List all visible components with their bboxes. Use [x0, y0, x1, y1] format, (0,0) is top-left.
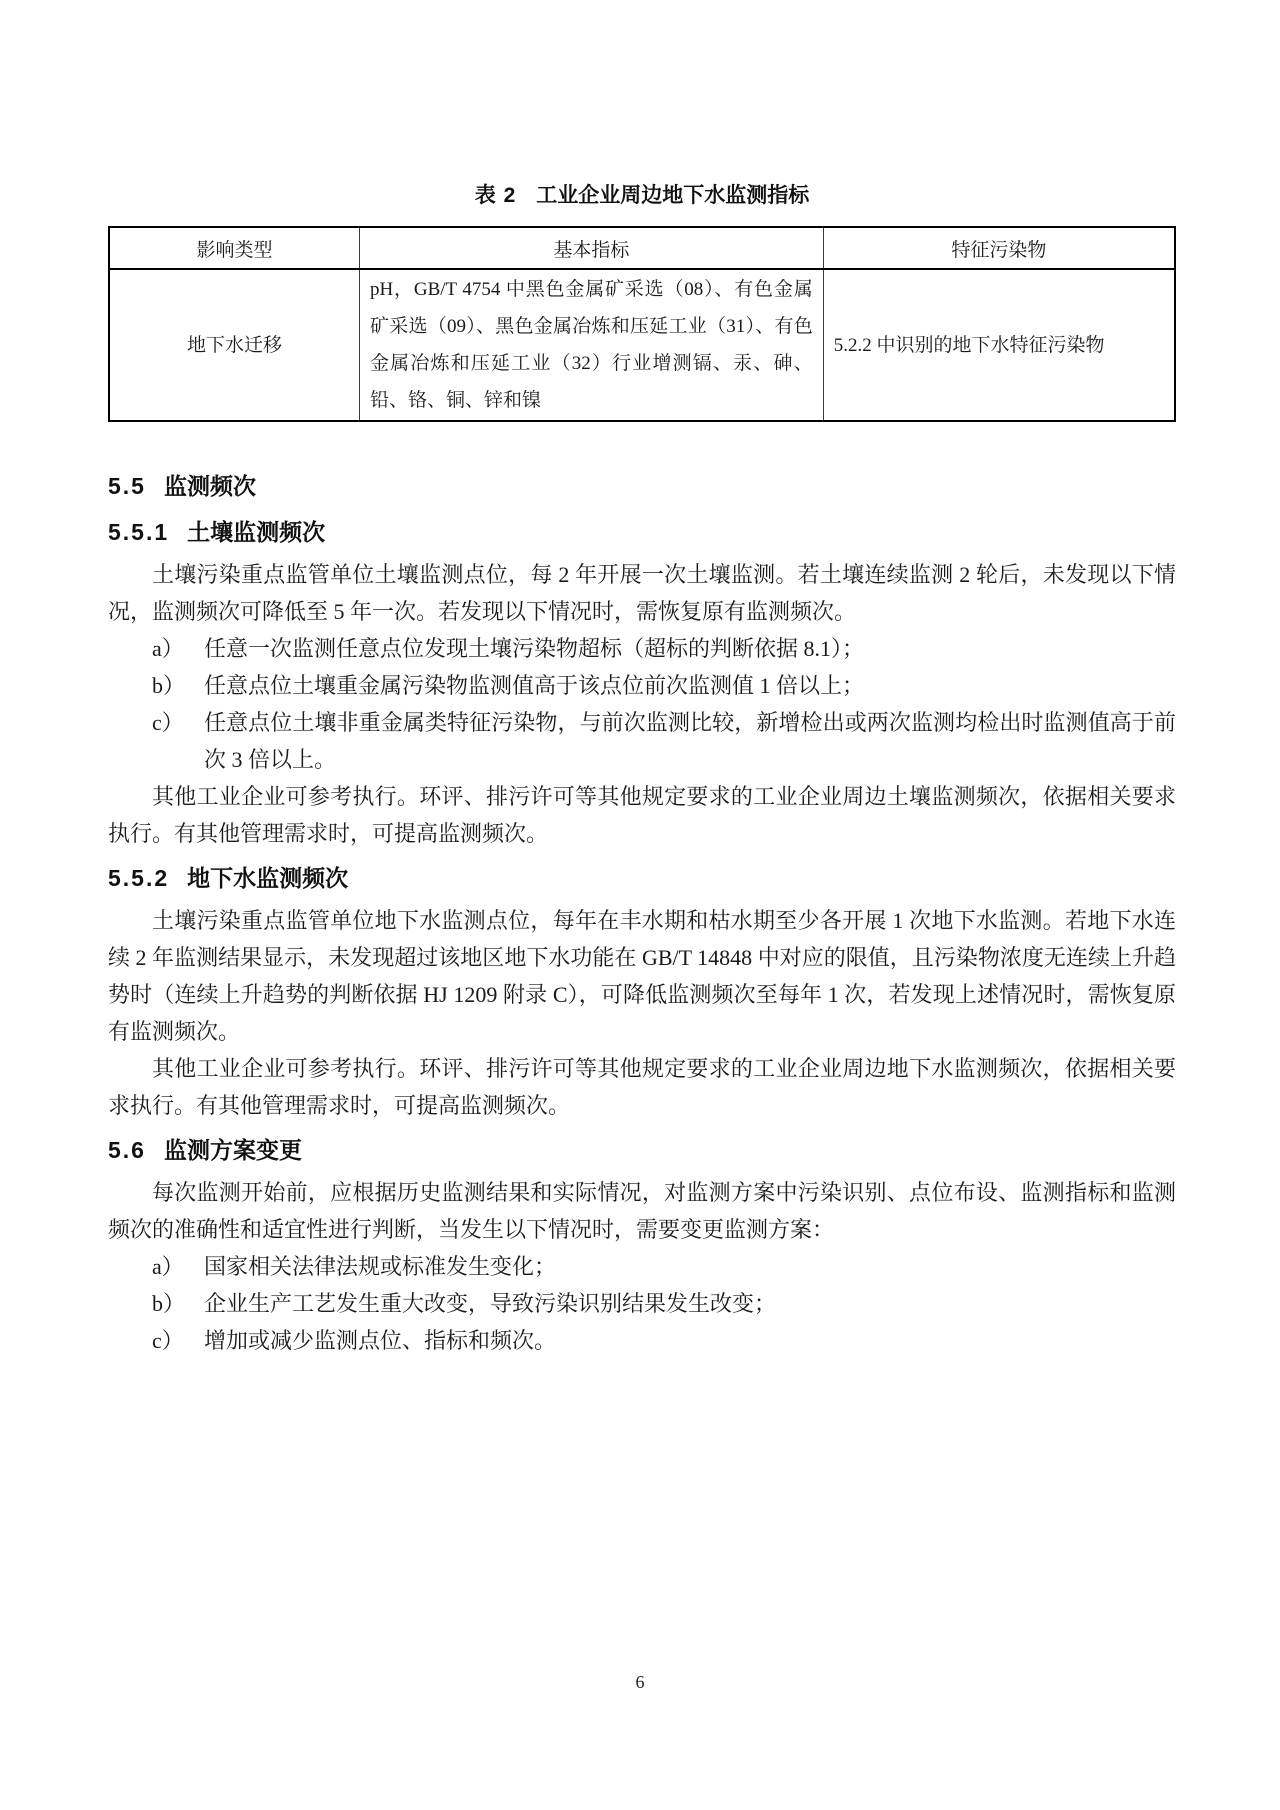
table-header-row	[109, 227, 1175, 269]
section-title: 监测频次	[163, 473, 256, 499]
cell-impact-type: 地下水迁移	[186, 334, 282, 356]
list-item-b	[108, 1285, 1176, 1322]
table-header-characteristic-pollutants: 特征污染物	[823, 227, 1175, 269]
paragraph-plan-change: 每次监测开始前，应根据历史监测结果和实际情况，对监测方案中污染识别、点位布设、监测指标和监测频次的准确性和适宜性进行判断，当发生以下情况时，需要变更监测方案：	[108, 1180, 1176, 1242]
table-header-impact-type: 影响类型	[109, 227, 360, 269]
section-title: 监测方案变更	[163, 1137, 302, 1163]
paragraph-groundwater-other-enterprises: 其他工业企业可参考执行。环评、排污许可等其他规定要求的工业企业周边地下水监测频次，依据相关要求执行。有其他管理需求时，可提高监测频次。	[108, 1056, 1176, 1118]
section-number: 5.5	[108, 473, 146, 499]
list-item-text: 任意一次监测任意点位发现土壤污染物超标（超标的判断依据 8.1）；	[204, 636, 865, 661]
list-item-label: a）	[152, 636, 184, 661]
table-2-groundwater-monitoring-indicators	[108, 226, 1176, 422]
list-item-text: 企业生产工艺发生重大改变，导致污染识别结果发生改变；	[204, 1291, 777, 1316]
list-item-text: 任意点位土壤非重金属类特征污染物，与前次监测比较，新增检出或两次监测均检出时监测值高于前次 3 倍以上。	[204, 710, 1176, 772]
list-item-b	[108, 667, 1176, 704]
list-item-c	[108, 704, 1176, 778]
table-header-basic-indicators: 基本指标	[360, 227, 824, 269]
table-caption-title: 工业企业周边地下水监测指标	[536, 184, 810, 207]
list-item-text: 增加或减少监测点位、指标和频次。	[204, 1328, 557, 1353]
list-item-text: 国家相关法律法规或标准发生变化；	[204, 1254, 557, 1279]
table-row	[109, 269, 1175, 421]
list-item-c	[108, 1322, 1176, 1359]
list-item-a	[108, 630, 1176, 667]
section-heading-5-5-1	[108, 520, 1176, 544]
list-item-text: 任意点位土壤重金属污染物监测值高于该点位前次监测值 1 倍以上；	[204, 673, 865, 698]
paragraph-soil-other-enterprises: 其他工业企业可参考执行。环评、排污许可等其他规定要求的工业企业周边土壤监测频次，依据相关要求执行。有其他管理需求时，可提高监测频次。	[108, 784, 1176, 846]
table-caption-number: 表 2	[474, 184, 517, 207]
cell-characteristic-pollutants: 5.2.2 中识别的地下水特征污染物	[823, 269, 1175, 421]
page-content	[108, 183, 1176, 1359]
section-heading-5-5	[108, 474, 1176, 498]
section-number: 5.5.1	[108, 519, 170, 545]
section-heading-5-5-2	[108, 866, 1176, 890]
list-item-label: b）	[152, 1291, 186, 1316]
list-item-label: a）	[152, 1254, 184, 1279]
list-item-label: b）	[152, 673, 186, 698]
section-number: 5.5.2	[108, 865, 170, 891]
page-number: 6	[635, 1672, 645, 1692]
list-item-a	[108, 1248, 1176, 1285]
paragraph-groundwater-frequency: 土壤污染重点监管单位地下水监测点位，每年在丰水期和枯水期至少各开展 1 次地下水监测。若地下水连续 2 年监测结果显示，未发现超过该地区地下水功能在 GB/T 14848 中对应的限值，且污染物浓度无连续上升趋势时（连续上升趋势的判断依据 HJ 1209 附录 C），可降低监测频次至每年 1 次，若发现上述情况时，需恢复原有监测频次。	[108, 908, 1176, 1044]
section-title: 地下水监测频次	[187, 865, 349, 891]
table-caption	[108, 183, 1176, 209]
list-item-label: c）	[152, 710, 184, 735]
cell-basic-indicators: pH，GB/T 4754 中黑色金属矿采选（08）、有色金属矿采选（09）、黑色金属冶炼和压延工业（31）、有色金属冶炼和压延工业（32）行业增测镉、汞、砷、铅、铬、铜、锌和镍	[360, 269, 824, 421]
paragraph-soil-frequency: 土壤污染重点监管单位土壤监测点位，每 2 年开展一次土壤监测。若土壤连续监测 2 轮后，未发现以下情况，监测频次可降低至 5 年一次。若发现以下情况时，需恢复原有监测频次。	[108, 562, 1176, 624]
list-item-label: c）	[152, 1328, 184, 1353]
section-heading-5-6	[108, 1138, 1176, 1162]
section-title: 土壤监测频次	[187, 519, 326, 545]
section-number: 5.6	[108, 1137, 146, 1163]
